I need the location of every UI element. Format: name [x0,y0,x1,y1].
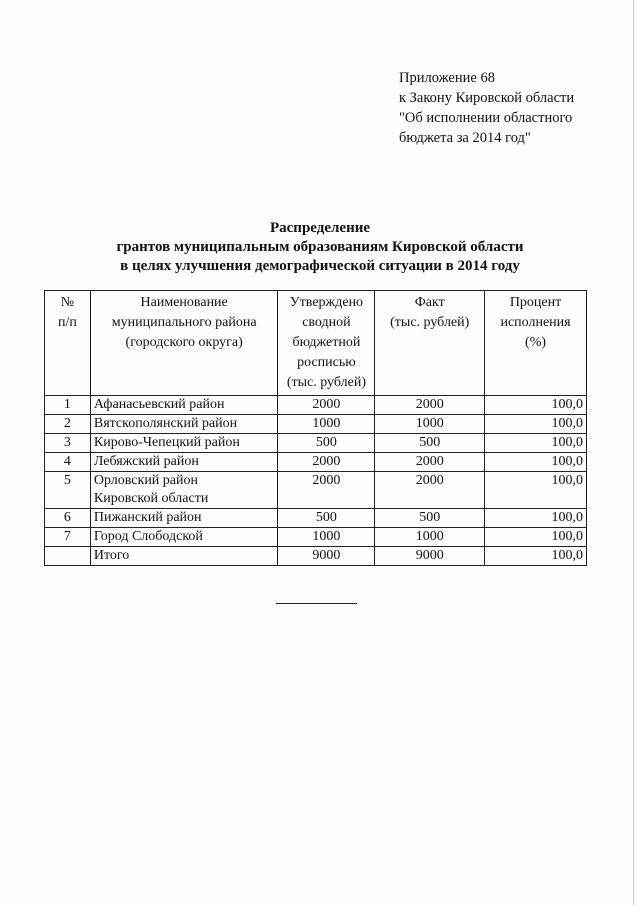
row-number: 3 [45,434,91,453]
row-actual: 500 [375,509,485,528]
table-row [45,396,587,415]
row-actual: 2000 [375,396,485,415]
row-approved: 2000 [278,472,375,509]
table-header-row [45,291,587,396]
appendix-line: бюджета за 2014 год" [399,130,531,146]
row-number [45,547,91,566]
row-number: 5 [45,472,91,509]
table-row [45,472,587,509]
header-num: № п/п [45,291,91,396]
row-approved: 500 [278,434,375,453]
table-total-row [45,547,587,566]
page-edge [633,0,634,905]
table-row [45,509,587,528]
row-number: 2 [45,415,91,434]
title-line: Распределение [269,220,371,236]
row-approved: 9000 [278,547,375,566]
closing-rule [276,603,357,604]
row-district: Орловский район Кировской области [90,472,278,509]
row-number: 1 [45,396,91,415]
row-district: Итого [90,547,278,566]
row-percent: 100,0 [485,415,587,434]
row-percent: 100,0 [485,528,587,547]
row-actual: 1000 [375,415,485,434]
grants-table [44,290,587,566]
header-percent: Процент исполнения (%) [485,291,587,396]
row-district: Пижанский район [90,509,278,528]
row-number: 6 [45,509,91,528]
appendix-line: "Об исполнении областного [399,110,573,126]
title-line: грантов муниципальным образованиям Кировской области [116,239,524,255]
row-approved: 2000 [278,453,375,472]
row-district: Афанасьевский район [90,396,278,415]
table-row [45,453,587,472]
row-percent: 100,0 [485,472,587,509]
row-number: 4 [45,453,91,472]
row-percent: 100,0 [485,396,587,415]
title-line: в целях улучшения демографической ситуации в 2014 году [120,258,520,274]
row-actual: 2000 [375,472,485,509]
row-percent: 100,0 [485,547,587,566]
row-district: Вятскополянский район [90,415,278,434]
row-approved: 500 [278,509,375,528]
row-district: Кирово-Чепецкий район [90,434,278,453]
row-approved: 1000 [278,415,375,434]
row-actual: 2000 [375,453,485,472]
table-row [45,415,587,434]
appendix-line: к Закону Кировской области [399,90,575,106]
row-actual: 500 [375,434,485,453]
header-name: Наименование муниципального района (городского округа) [90,291,278,396]
header-approved: Утверждено сводной бюджетной росписью (тыс. рублей) [278,291,375,396]
row-percent: 100,0 [485,453,587,472]
row-percent: 100,0 [485,434,587,453]
table-row [45,434,587,453]
row-approved: 2000 [278,396,375,415]
row-percent: 100,0 [485,509,587,528]
row-district: Город Слободской [90,528,278,547]
header-actual: Факт (тыс. рублей) [375,291,485,396]
row-number: 7 [45,528,91,547]
row-district: Лебяжский район [90,453,278,472]
appendix-note [399,68,574,148]
row-actual: 1000 [375,528,485,547]
row-actual: 9000 [375,547,485,566]
document-title [0,219,640,276]
row-approved: 1000 [278,528,375,547]
table-row [45,528,587,547]
appendix-line: Приложение 68 [399,70,495,86]
